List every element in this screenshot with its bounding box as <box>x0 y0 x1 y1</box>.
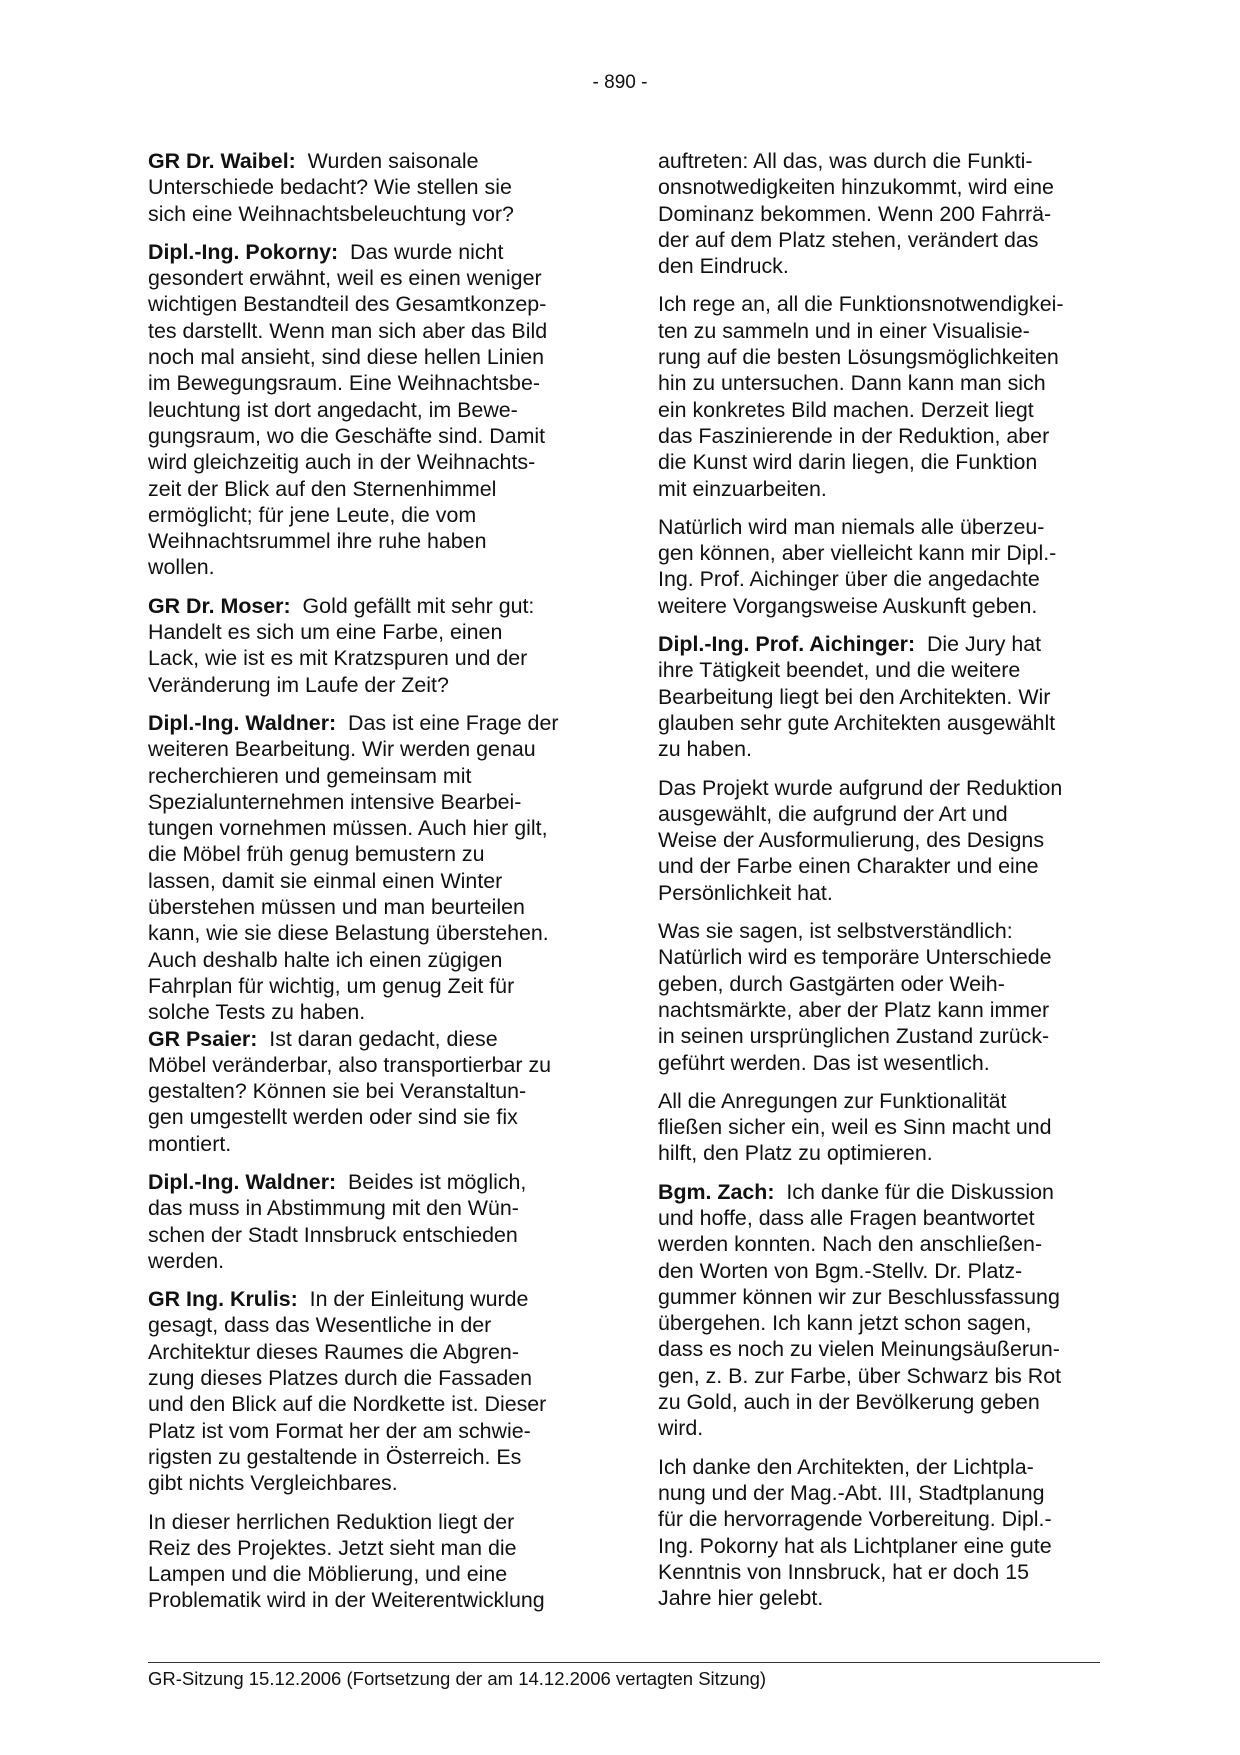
line-text: und der Farbe einen Charakter und eine <box>658 854 1039 879</box>
line-text: Fahrplan für wichtig, um genug Zeit für <box>148 973 515 998</box>
text-line <box>148 554 590 580</box>
text-paragraph <box>658 291 1100 501</box>
line-text: hin zu untersuchen. Dann kann man sich <box>658 371 1046 396</box>
line-text: weiteren Bearbeitung. Wir werden genau <box>148 737 536 762</box>
line-text: dass es noch zu vielen Meinungsäußerun- <box>658 1337 1060 1362</box>
footer-divider <box>148 1662 1100 1663</box>
line-text: das muss in Abstimmung mit den Wün- <box>148 1196 519 1221</box>
text-line <box>658 1336 1100 1362</box>
text-line <box>658 631 1100 657</box>
line-text: Natürlich wird es temporäre Unterschiede <box>658 945 1052 970</box>
text-line <box>148 1169 590 1195</box>
text-line <box>658 1559 1100 1585</box>
line-text: wichtigen Bestandteil des Gesamtkonzep- <box>148 292 547 317</box>
text-line <box>658 1389 1100 1415</box>
speech-paragraph <box>148 239 590 581</box>
text-line <box>658 148 1100 174</box>
text-line <box>658 1023 1100 1049</box>
text-line <box>148 1339 590 1365</box>
line-text: glauben sehr gute Architekten ausgewählt <box>658 710 1056 735</box>
line-text: Das ist eine Frage der <box>348 710 559 735</box>
line-text: tes darstellt. Wenn man sich aber das Bild <box>148 318 548 343</box>
line-text: geführt werden. Das ist wesentlich. <box>658 1050 990 1075</box>
text-line <box>148 502 590 528</box>
line-text: wollen. <box>148 555 215 580</box>
line-text: fließen sicher ein, weil es Sinn macht und <box>658 1115 1052 1140</box>
text-line <box>148 1312 590 1338</box>
line-text: Bearbeitung liegt bei den Architekten. Wir <box>658 684 1051 709</box>
text-paragraph <box>658 514 1100 619</box>
line-text: Kenntnis von Innsbruck, hat er doch 15 <box>658 1559 1030 1584</box>
text-paragraph <box>658 775 1100 906</box>
text-line <box>148 841 590 867</box>
text-line <box>658 318 1100 344</box>
line-text: überstehen müssen und man beurteilen <box>148 895 525 920</box>
line-text: Unterschiede bedacht? Wie stellen sie <box>148 175 512 200</box>
text-line <box>148 868 590 894</box>
line-text: Ich danke für die Diskussion <box>786 1179 1054 1204</box>
text-line <box>658 1258 1100 1284</box>
text-line <box>148 148 590 174</box>
text-line <box>148 1104 590 1130</box>
line-text: Möbel veränderbar, also transportierbar zu <box>148 1052 552 1077</box>
line-text: mit einzuarbeiten. <box>658 476 827 501</box>
line-text: lassen, damit sie einmal einen Winter <box>148 868 503 893</box>
speaker-name: GR Dr. Waibel: <box>148 149 296 173</box>
line-text: Ist daran gedacht, diese <box>269 1026 498 1051</box>
line-text: weitere Vorgangsweise Auskunft geben. <box>658 593 1038 618</box>
line-text: Platz ist vom Format her der am schwie- <box>148 1418 531 1443</box>
text-line <box>658 827 1100 853</box>
text-line <box>148 370 590 396</box>
line-text: Ich rege an, all die Funktionsnotwendigkei- <box>658 292 1064 317</box>
line-text: tungen vornehmen müssen. Auch hier gilt, <box>148 816 548 841</box>
text-line <box>658 1231 1100 1257</box>
text-line <box>148 1078 590 1104</box>
line-text: rung auf die besten Lösungsmöglichkeiten <box>658 345 1059 370</box>
text-line <box>148 1444 590 1470</box>
line-text: die Kunst wird darin liegen, die Funktion <box>658 450 1038 475</box>
text-line <box>148 947 590 973</box>
line-text: Die Jury hat <box>926 632 1042 657</box>
text-line <box>148 1509 590 1535</box>
text-line <box>658 1585 1100 1611</box>
line-text: Veränderung im Laufe der Zeit? <box>148 672 449 697</box>
text-line <box>658 1050 1100 1076</box>
line-text: Problematik wird in der Weiterentwicklung <box>148 1588 545 1613</box>
text-line <box>658 253 1100 279</box>
text-paragraph <box>658 1088 1100 1167</box>
text-line <box>148 1052 590 1078</box>
text-paragraph <box>658 918 1100 1076</box>
line-text: ihre Tätigkeit beendet, und die weitere <box>658 658 1021 683</box>
text-paragraph <box>148 1509 590 1614</box>
text-line <box>148 1470 590 1496</box>
speech-paragraph <box>148 710 590 1026</box>
text-line <box>148 973 590 999</box>
line-text: hilft, den Platz zu optimieren. <box>658 1141 933 1166</box>
line-text: Weise der Ausformulierung, des Designs <box>658 828 1045 853</box>
text-line <box>658 201 1100 227</box>
text-line <box>148 265 590 291</box>
text-line <box>658 853 1100 879</box>
line-text: das Faszinierende in der Reduktion, aber <box>658 423 1050 448</box>
line-text: onsnotwedigkeiten hinzukommt, wird eine <box>658 175 1054 200</box>
text-line <box>658 1310 1100 1336</box>
speech-paragraph <box>148 1286 590 1496</box>
line-text: gen umgestellt werden oder sind sie fix <box>148 1105 518 1130</box>
text-line <box>658 476 1100 502</box>
line-text: und hoffe, dass alle Fragen beantwortet <box>658 1205 1035 1230</box>
line-text: Das wurde nicht <box>350 239 504 264</box>
text-line <box>658 291 1100 317</box>
text-line <box>148 1391 590 1417</box>
line-text: Was sie sagen, ist selbstverständlich: <box>658 919 1013 944</box>
text-line <box>148 815 590 841</box>
text-line <box>148 423 590 449</box>
line-text: Auch deshalb halte ich einen zügigen <box>148 947 503 972</box>
line-text: in seinen ursprünglichen Zustand zurück- <box>658 1024 1050 1049</box>
line-text: und den Blick auf die Nordkette ist. Dieser <box>148 1392 547 1417</box>
line-text: Spezialunternehmen intensive Bearbei- <box>148 789 522 814</box>
text-line <box>148 894 590 920</box>
speaker-name: Bgm. Zach: <box>658 1179 775 1204</box>
text-line <box>658 1480 1100 1506</box>
line-text: für die hervorragende Vorbereitung. Dipl.- <box>658 1507 1052 1532</box>
speech-paragraph <box>148 1169 590 1274</box>
text-line <box>148 789 590 815</box>
text-line <box>658 1363 1100 1389</box>
text-line <box>658 449 1100 475</box>
speech-paragraph <box>148 593 590 698</box>
text-line <box>148 1026 590 1052</box>
line-text: nung und der Mag.-Abt. III, Stadtplanung <box>658 1480 1045 1505</box>
line-text: noch mal ansieht, sind diese hellen Linien <box>148 345 544 370</box>
line-text: ein konkretes Bild machen. Derzeit liegt <box>658 397 1034 422</box>
line-text: gen können, aber vielleicht kann mir Dipl.- <box>658 541 1057 566</box>
line-text: Handelt es sich um eine Farbe, einen <box>148 620 503 645</box>
text-line <box>658 1179 1100 1205</box>
text-paragraph <box>658 148 1100 279</box>
text-line <box>658 397 1100 423</box>
text-line <box>148 920 590 946</box>
speaker-name: GR Dr. Moser: <box>148 593 291 618</box>
text-line <box>658 423 1100 449</box>
line-text: Ich danke den Architekten, der Lichtpla- <box>658 1454 1034 1479</box>
line-text: Ing. Prof. Aichinger über die angedachte <box>658 567 1040 592</box>
line-text: Jahre hier gelebt. <box>658 1586 824 1611</box>
line-text: ten zu sammeln und in einer Visualisie- <box>658 318 1030 343</box>
text-line <box>148 736 590 762</box>
text-line <box>148 1248 590 1274</box>
text-line <box>658 593 1100 619</box>
text-line <box>658 736 1100 762</box>
line-text: gesondert erwähnt, weil es einen weniger <box>148 266 542 291</box>
line-text: Ing. Pokorny hat als Lichtplaner eine gute <box>658 1533 1052 1558</box>
right-column <box>658 148 1100 1611</box>
left-column <box>148 148 590 1614</box>
speaker-name: GR Ing. Krulis: <box>148 1287 298 1312</box>
text-line <box>148 645 590 671</box>
text-line <box>148 1195 590 1221</box>
line-text: zung dieses Platzes durch die Fassaden <box>148 1366 533 1391</box>
line-text: auftreten: All das, was durch die Funkti- <box>658 149 1033 173</box>
text-line <box>658 684 1100 710</box>
line-text: Das Projekt wurde aufgrund der Reduktion <box>658 775 1063 800</box>
text-line <box>148 318 590 344</box>
text-line <box>148 999 590 1025</box>
text-line <box>658 880 1100 906</box>
line-text: Natürlich wird man niemals alle überzeu- <box>658 514 1045 539</box>
text-line <box>658 344 1100 370</box>
line-text: solche Tests zu haben. <box>148 1000 366 1025</box>
line-text: die Möbel früh genug bemustern zu <box>148 842 485 867</box>
text-line <box>658 657 1100 683</box>
line-text: All die Anregungen zur Funktionalität <box>658 1088 1007 1113</box>
text-paragraph <box>658 1454 1100 1612</box>
text-line <box>658 1533 1100 1559</box>
line-text: ausgewählt, die aufgrund der Art und <box>658 801 1008 826</box>
text-line <box>658 566 1100 592</box>
line-text: Gold gefällt mit sehr gut: <box>302 593 535 618</box>
line-text: schen der Stadt Innsbruck entschieden <box>148 1222 518 1247</box>
line-text: gestalten? Können sie bei Veranstaltun- <box>148 1079 527 1104</box>
line-text: gibt nichts Vergleichbares. <box>148 1471 398 1496</box>
line-text: zu Gold, auch in der Bevölkerung geben <box>658 1390 1040 1415</box>
line-text: der auf dem Platz stehen, verändert das <box>658 227 1039 252</box>
line-text: In der Einleitung wurde <box>309 1287 529 1312</box>
text-line <box>148 476 590 502</box>
line-text: zeit der Blick auf den Sternenhimmel <box>148 476 497 501</box>
line-text: Wurden saisonale <box>307 149 479 173</box>
text-line <box>148 672 590 698</box>
speech-paragraph <box>148 148 590 227</box>
text-line <box>658 1140 1100 1166</box>
speaker-name: GR Psaier: <box>148 1026 258 1051</box>
speech-paragraph <box>148 1026 590 1157</box>
text-line <box>658 1114 1100 1140</box>
line-text: den Worten von Bgm.-Stellv. Dr. Platz- <box>658 1258 1023 1283</box>
text-line <box>148 1587 590 1613</box>
line-text: wird gleichzeitig auch in der Weihnachts- <box>148 450 536 475</box>
speech-paragraph <box>658 1179 1100 1442</box>
line-text: In dieser herrlichen Reduktion liegt der <box>148 1509 515 1534</box>
text-line <box>148 763 590 789</box>
text-line <box>658 540 1100 566</box>
line-text: Dominanz bekommen. Wenn 200 Fahrrä- <box>658 201 1052 226</box>
line-text: übergehen. Ich kann jetzt schon sagen, <box>658 1311 1032 1336</box>
line-text: gummer können wir zur Beschlussfassung <box>658 1284 1060 1309</box>
text-line <box>148 397 590 423</box>
line-text: Beides ist möglich, <box>348 1169 527 1194</box>
line-text: kann, wie sie diese Belastung überstehen. <box>148 921 549 946</box>
line-text: recherchieren und gemeinsam mit <box>148 763 472 788</box>
line-text: werden konnten. Nach den anschließen- <box>658 1232 1043 1257</box>
text-line <box>148 593 590 619</box>
line-text: werden. <box>148 1248 225 1273</box>
text-line <box>658 944 1100 970</box>
text-line <box>148 528 590 554</box>
line-text: ermöglicht; für jene Leute, die vom <box>148 502 477 527</box>
page-number: - 890 - <box>592 72 648 93</box>
text-line <box>148 291 590 317</box>
text-line <box>658 227 1100 253</box>
line-text: leuchtung ist dort angedacht, im Bewe- <box>148 397 518 422</box>
speaker-name: Dipl.-Ing. Waldner: <box>148 710 337 735</box>
text-line <box>148 1365 590 1391</box>
line-text: im Bewegungsraum. Eine Weihnachtsbe- <box>148 371 540 396</box>
line-text: Weihnachtsrummel ihre ruhe haben <box>148 529 487 554</box>
speaker-name: Dipl.-Ing. Pokorny: <box>148 239 339 264</box>
line-text: geben, durch Gastgärten oder Weih- <box>658 971 1005 996</box>
line-text: rigsten zu gestaltende in Österreich. Es <box>148 1444 522 1469</box>
text-line <box>148 174 590 200</box>
speech-paragraph <box>658 631 1100 762</box>
text-line <box>658 1415 1100 1441</box>
text-line <box>658 514 1100 540</box>
text-line <box>148 449 590 475</box>
speaker-name: Dipl.-Ing. Prof. Aichinger: <box>658 632 916 657</box>
text-line <box>148 1286 590 1312</box>
text-line <box>658 997 1100 1023</box>
line-text: gungsraum, wo die Geschäfte sind. Damit <box>148 423 546 448</box>
text-line <box>658 918 1100 944</box>
speaker-name: Dipl.-Ing. Waldner: <box>148 1169 337 1194</box>
text-line <box>148 619 590 645</box>
text-line <box>148 344 590 370</box>
line-text: sich eine Weihnachtsbeleuchtung vor? <box>148 201 514 226</box>
text-line <box>658 1454 1100 1480</box>
page-footer: GR-Sitzung 15.12.2006 (Fortsetzung der am 14.12.2006 vertagten Sitzung) <box>148 1668 767 1689</box>
text-line <box>148 1535 590 1561</box>
text-line <box>658 971 1100 997</box>
line-text: zu haben. <box>658 737 752 762</box>
text-line <box>148 201 590 227</box>
text-line <box>148 239 590 265</box>
text-line <box>658 370 1100 396</box>
text-line <box>658 1088 1100 1114</box>
text-line <box>658 1506 1100 1532</box>
line-text: Architektur dieses Raumes die Abgren- <box>148 1339 519 1364</box>
text-line <box>148 1222 590 1248</box>
text-line <box>148 1561 590 1587</box>
line-text: gesagt, dass das Wesentliche in der <box>148 1313 492 1338</box>
text-line <box>658 1284 1100 1310</box>
line-text: Reiz des Projektes. Jetzt sieht man die <box>148 1535 517 1560</box>
text-line <box>658 801 1100 827</box>
text-line <box>658 1205 1100 1231</box>
line-text: montiert. <box>148 1131 232 1156</box>
text-line <box>658 710 1100 736</box>
text-line <box>658 775 1100 801</box>
text-line <box>658 174 1100 200</box>
line-text: nachtsmärkte, aber der Platz kann immer <box>658 997 1050 1022</box>
line-text: Persönlichkeit hat. <box>658 880 833 905</box>
text-line <box>148 1418 590 1444</box>
line-text: Lampen und die Möblierung, und eine <box>148 1562 508 1587</box>
line-text: gen, z. B. zur Farbe, über Schwarz bis Rot <box>658 1363 1062 1388</box>
text-line <box>148 710 590 736</box>
line-text: wird. <box>658 1416 704 1441</box>
line-text: Lack, wie ist es mit Kratzspuren und der <box>148 646 528 671</box>
text-line <box>148 1131 590 1157</box>
line-text: den Eindruck. <box>658 254 789 279</box>
